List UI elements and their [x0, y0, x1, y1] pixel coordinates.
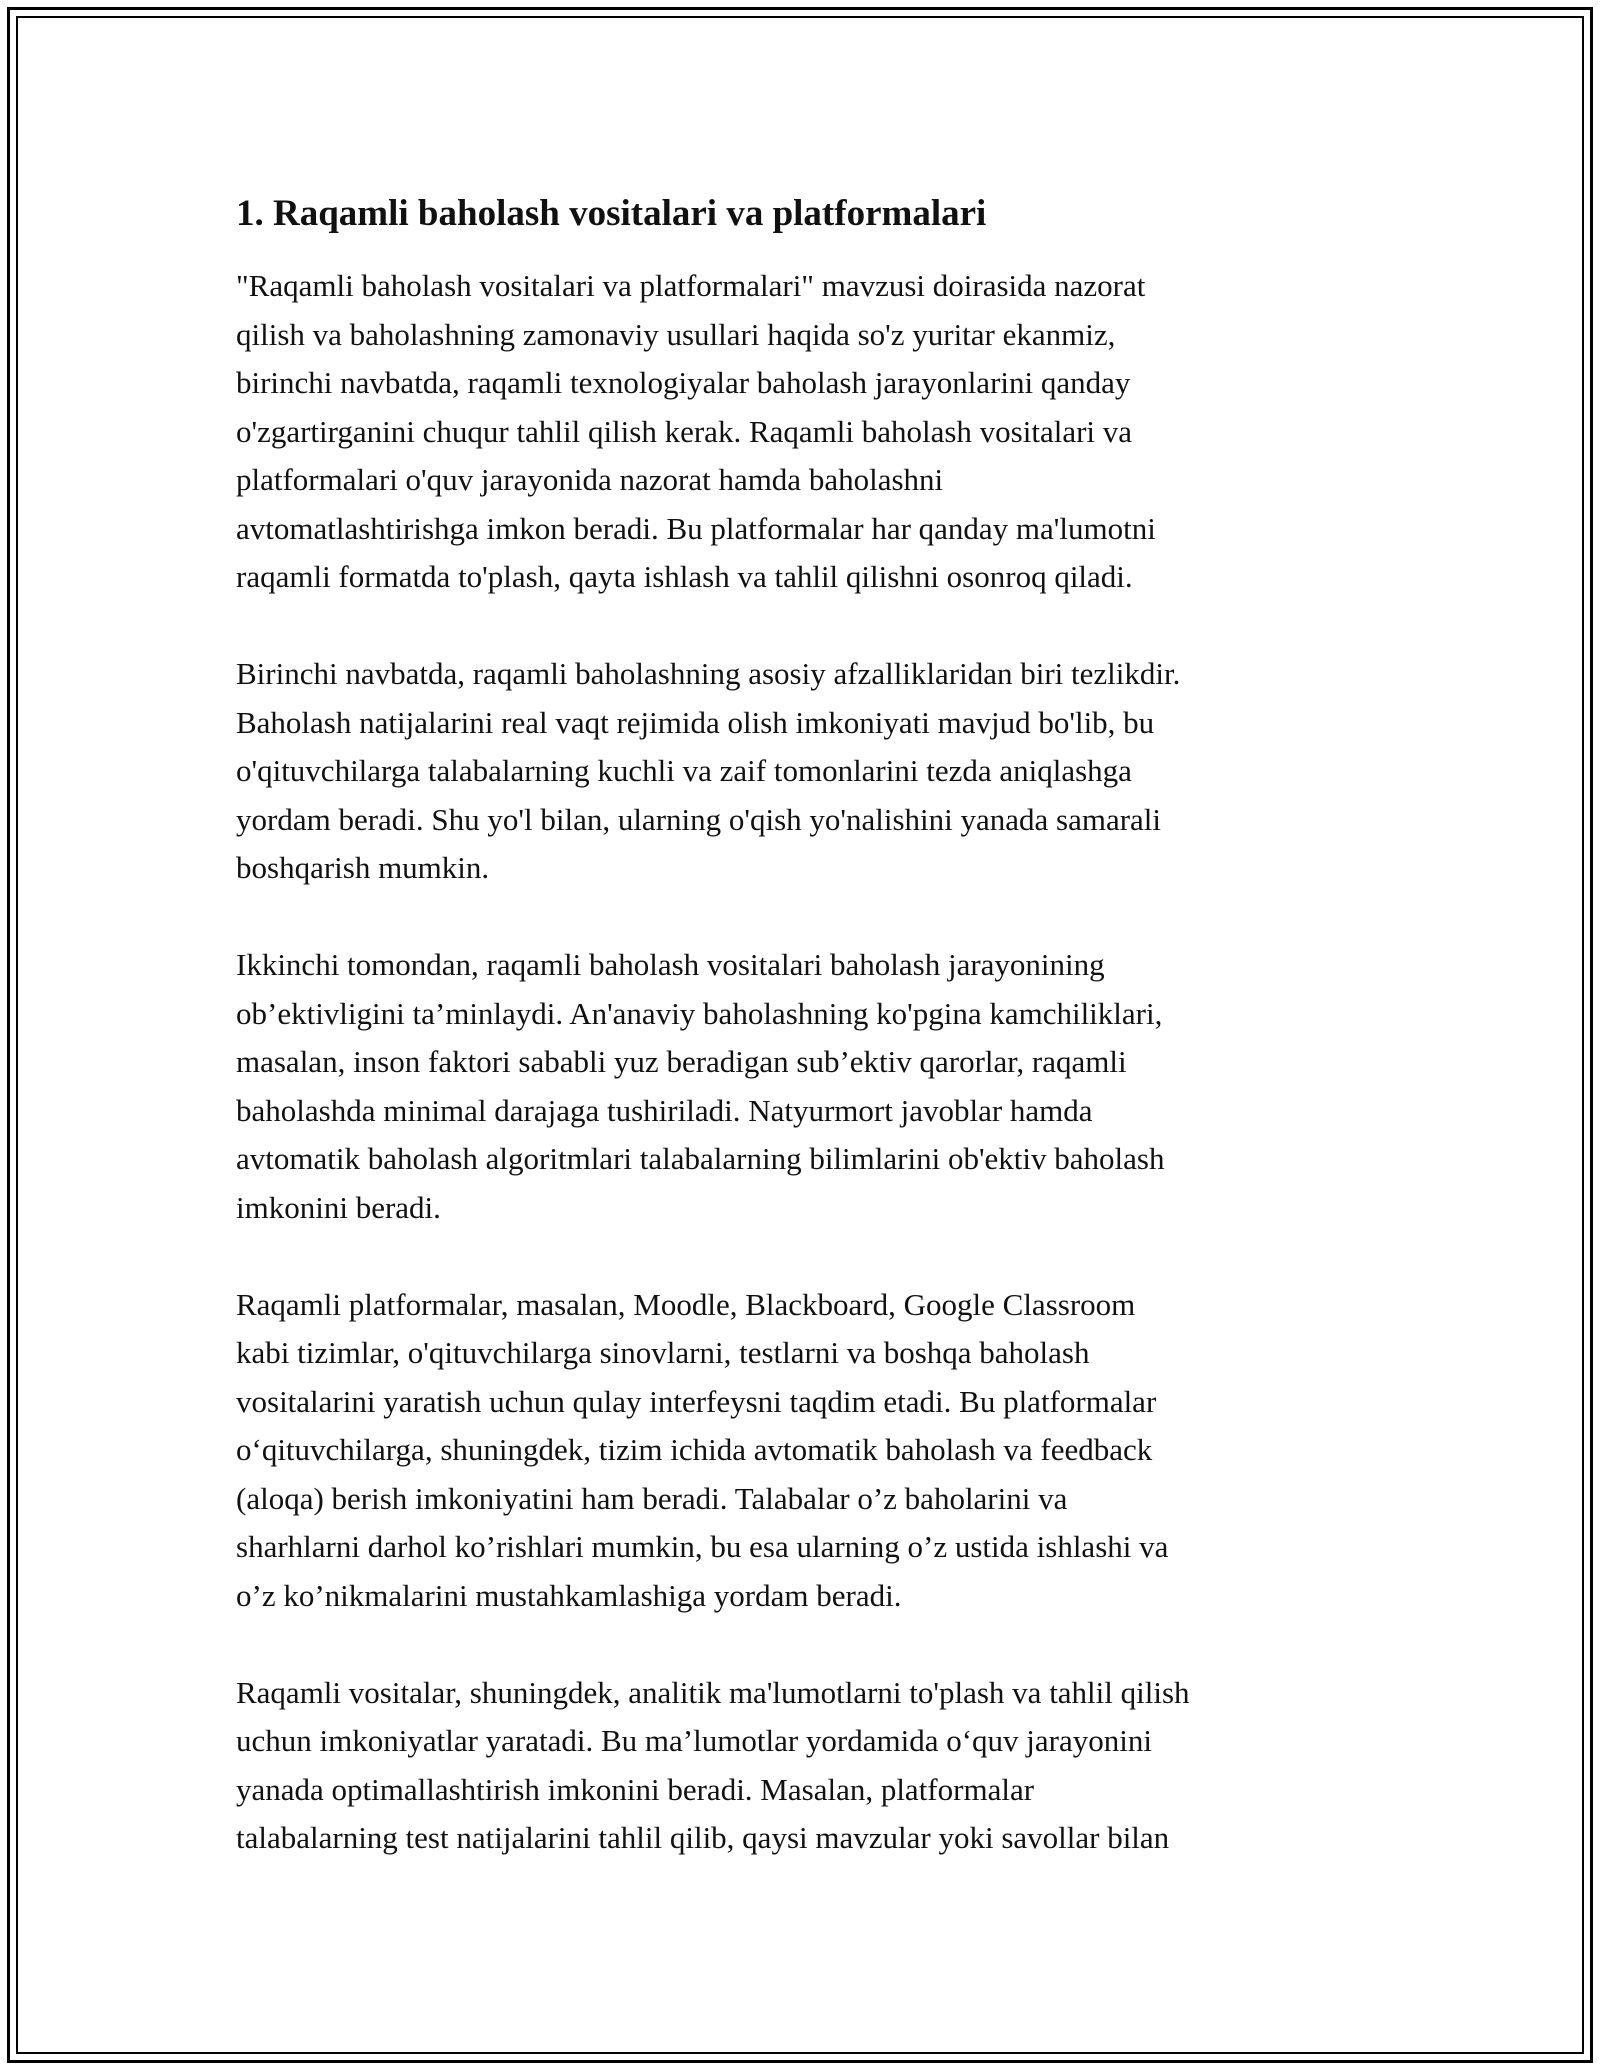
text-line: Ikkinchi tomondan, raqamli baholash vositalari baholash jarayonining — [236, 947, 1105, 982]
text-line: Baholash natijalarini real vaqt rejimida olish imkoniyati mavjud bo'lib, bu — [236, 704, 1155, 740]
text-line: Birinchi navbatda, raqamli baholashning asosiy afzalliklaridan biri tezlikdir. — [236, 656, 1181, 691]
text-line: boshqarish mumkin. — [236, 850, 490, 885]
text-line: o‘qituvchilarga, shuningdek, tizim ichida avtomatik baholash va feedback — [236, 1432, 1153, 1467]
paragraph-objectivity — [236, 941, 1376, 1232]
text-line: talabalarning test natijalarini tahlil qilib, qaysi mavzular yoki savollar bilan — [236, 1820, 1170, 1855]
text-line: imkonini beradi. — [236, 1189, 441, 1225]
text-line: sharhlarni darhol ko’rishlari mumkin, bu esa ularning o’z ustida ishlashi va — [236, 1529, 1169, 1564]
text-line: yordam beradi. Shu yo'l bilan, ularning o'qish yo'nalishini yanada samarali — [236, 801, 1162, 837]
text-line: o’z ko’nikmalarini mustahkamlashiga yordam beradi. — [236, 1577, 902, 1613]
document-body — [236, 186, 1376, 1911]
text-line: masalan, inson faktori sababli yuz beradigan sub’ektiv qarorlar, raqamli — [236, 1044, 1127, 1079]
text-line: avtomatlashtirishga imkon beradi. Bu platformalar har qanday ma'lumotni — [236, 510, 1156, 546]
text-line: o'zgartirganini chuqur tahlil qilish kerak. Raqamli baholash vositalari va — [236, 413, 1133, 449]
text-line: o'qituvchilarga talabalarning kuchli va zaif tomonlarini tezda aniqlashga — [236, 753, 1132, 788]
text-line: ob’ektivligini ta’minlaydi. An'anaviy baholashning ko'pgina kamchiliklari, — [236, 995, 1163, 1031]
text-line: uchun imkoniyatlar yaratadi. Bu ma’lumotlar yordamida o‘quv jarayonini — [236, 1723, 1152, 1758]
text-line: platformalari o'quv jarayonida nazorat hamda baholashni — [236, 462, 944, 497]
paragraph-intro — [236, 262, 1376, 602]
text-line: Raqamli platformalar, masalan, Moodle, Blackboard, Google Classroom — [236, 1286, 1136, 1322]
text-line: (aloqa) berish imkoniyatini ham beradi. Talabalar o’z baholarini va — [236, 1480, 1068, 1516]
paragraph-analytics — [236, 1669, 1376, 1863]
text-line: birinchi navbatda, raqamli texnologiyalar baholash jarayonlarini qanday — [236, 365, 1131, 400]
text-line: raqamli formatda to'plash, qayta ishlash va tahlil qilishni osonroq qiladi. — [236, 559, 1133, 594]
paragraph-speed — [236, 650, 1376, 893]
text-line: avtomatik baholash algoritmlari talabalarning bilimlarini ob'ektiv baholash — [236, 1141, 1165, 1176]
text-line: yanada optimallashtirish imkonini beradi. Masalan, platformalar — [236, 1771, 1035, 1807]
text-line: Raqamli vositalar, shuningdek, analitik ma'lumotlarni to'plash va tahlil qilish — [236, 1674, 1190, 1710]
text-line: baholashda minimal darajaga tushiriladi. Natyurmort javoblar hamda — [236, 1092, 1093, 1128]
text-line: "Raqamli baholash vositalari va platformalari" mavzusi doirasida nazorat — [236, 268, 1146, 303]
text-line: vositalarini yaratish uchun qulay interfeysni taqdim etadi. Bu platformalar — [236, 1383, 1157, 1419]
text-line: kabi tizimlar, o'qituvchilarga sinovlarni, testlarni va boshqa baholash — [236, 1335, 1090, 1370]
text-line: qilish va baholashning zamonaviy usullari haqida so'z yuritar ekanmiz, — [236, 316, 1116, 352]
paragraph-platforms — [236, 1281, 1376, 1621]
section-heading: 1. Raqamli baholash vositalari va platformalari — [236, 193, 987, 234]
